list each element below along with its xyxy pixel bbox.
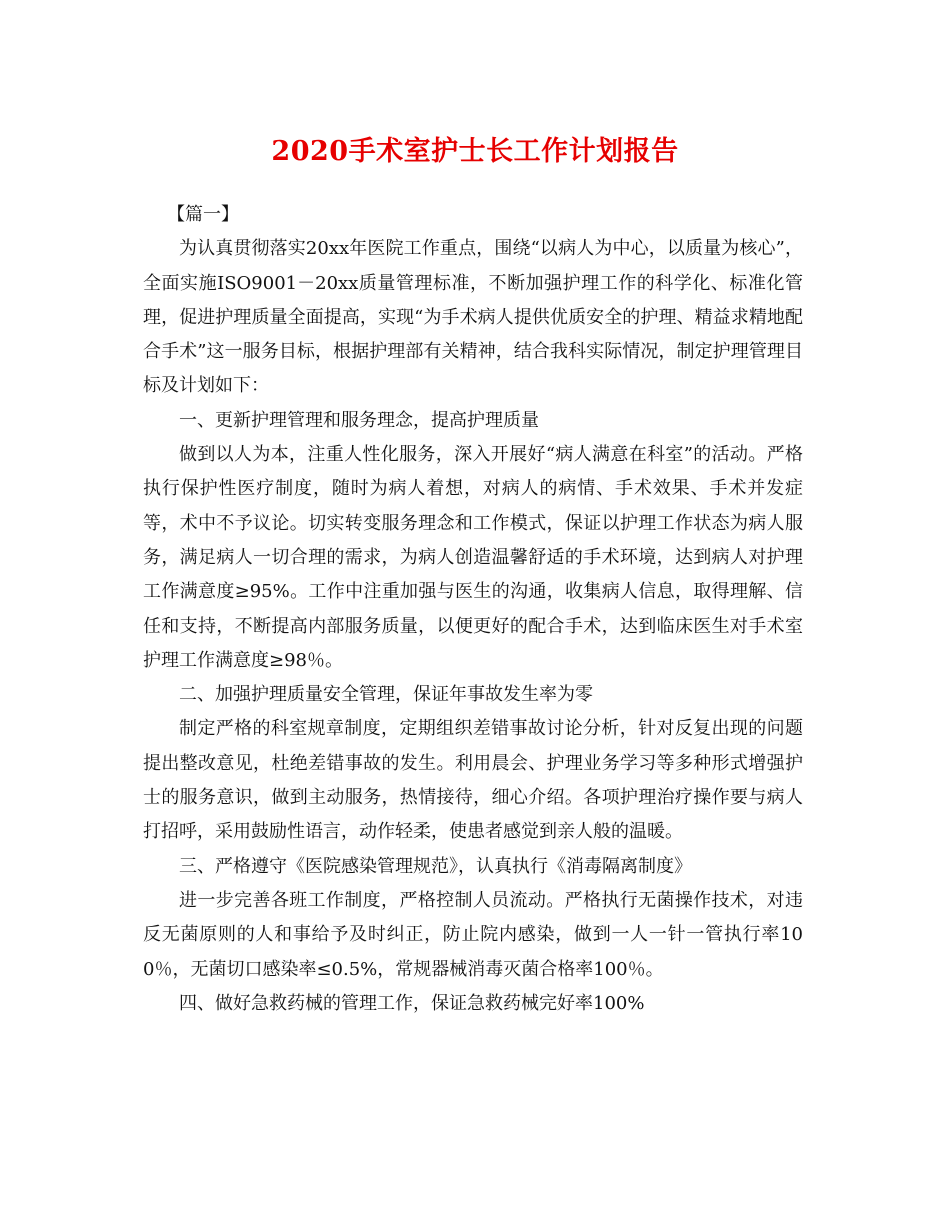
intro-paragraph: 为认真贯彻落实20xx年医院工作重点，围绕“以病人为中心，以质量为核心”，全面实施ISO9001－20xx质量管理标准，不断加强护理工作的科学化、标准化管理，促进护理质量全面提高，实现“为手术病人提供优质安全的护理、精益求精地配合手术”这一服务目标，根据护理部有关精神，结合我科实际情况，制定护理管理目标及计划如下：	[143, 238, 803, 397]
section-paragraph-2: 制定严格的科室规章制度，定期组织差错事故讨论分析，针对反复出现的问题提出整改意见，杜绝差错事故的发生。利用晨会、护理业务学习等多种形式增强护士的服务意识，做到主动服务，热情接待，细心介绍。各项护理治疗操作要与病人打招呼，采用鼓励性语言，动作轻柔，使患者感觉到亲人般的温暖。	[143, 718, 803, 843]
section-heading-3: 三、严格遵守《医院感染管理规范》，认真执行《消毒隔离制度》	[179, 855, 692, 877]
section-heading-2: 二、加强护理质量安全管理，保证年事故发生率为零	[179, 684, 593, 706]
section-heading-1: 一、更新护理管理和服务理念，提高护理质量	[179, 409, 539, 431]
section-label: 【篇一】	[167, 204, 239, 225]
document-body	[143, 198, 803, 1021]
document-title: 2020手术室护士长工作计划报告	[271, 136, 679, 167]
section-paragraph-1: 做到以人为本，注重人性化服务，深入开展好“病人满意在科室”的活动。严格执行保护性医疗制度，随时为病人着想，对病人的病情、手术效果、手术并发症等，术中不予议论。切实转变服务理念和工作模式，保证以护理工作状态为病人服务，满足病人一切合理的需求，为病人创造温馨舒适的手术环境，达到病人对护理工作满意度≥95%。工作中注重加强与医生的沟通，收集病人信息，取得理解、信任和支持，不断提高内部服务质量，以便更好的配合手术，达到临床医生对手术室护理工作满意度≥98％。	[143, 444, 803, 671]
section-paragraph-3: 进一步完善各班工作制度，严格控制人员流动。严格执行无菌操作技术，对违反无菌原则的人和事给予及时纠正，防止院内感染，做到一人一针一管执行率100％，无菌切口感染率≤0.5%，常规器械消毒灭菌合格率100％。	[143, 889, 803, 980]
section-heading-4: 四、做好急救药械的管理工作，保证急救药械完好率100%	[179, 992, 645, 1014]
